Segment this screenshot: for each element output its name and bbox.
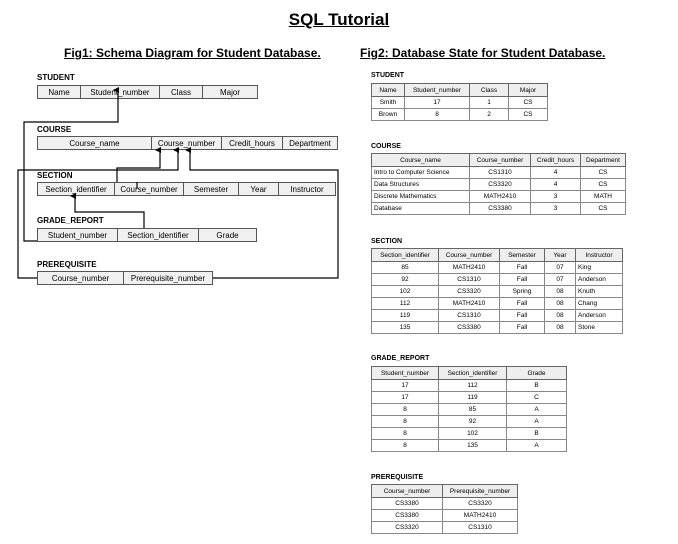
table-cell: Fall [500,310,545,322]
table-cell: 135 [439,440,507,452]
table-cell: 3 [531,191,581,203]
column-header: Name [372,84,405,97]
table-cell: CS3320 [439,286,500,298]
table-header-row [372,367,567,380]
table-cell: 8 [372,440,439,452]
table-cell: C [507,392,567,404]
table-cell: 119 [439,392,507,404]
schema-section-label: SECTION [37,171,73,180]
column-header: Credit_hours [531,154,581,167]
table-row [372,298,623,310]
state-student-label: STUDENT [371,72,405,79]
table-row [372,286,623,298]
table-cell: CS3320 [372,522,443,534]
table-cell: 112 [372,298,439,310]
table-cell: CS [581,203,626,215]
table-cell: Smith [372,97,405,109]
table-cell: CS3380 [372,510,443,522]
schema-attr: Instructor [278,183,335,195]
table-cell: 112 [439,380,507,392]
table-row [372,191,626,203]
column-header: Course_number [439,249,500,262]
link-section-course-main [117,150,160,182]
table-header-row [372,154,626,167]
table-cell: King [576,262,623,274]
table-cell: 135 [372,322,439,334]
table-row [372,179,626,191]
table-cell: CS3380 [439,322,500,334]
state-course-table [371,153,626,215]
table-cell: CS [581,179,626,191]
table-cell: A [507,440,567,452]
table-row [372,428,567,440]
table-cell: Chang [576,298,623,310]
table-cell: 07 [545,262,576,274]
table-cell: Discrete Mathematics [372,191,470,203]
table-cell: CS3320 [470,179,531,191]
table-cell: MATH2410 [439,298,500,310]
table-cell: Spring [500,286,545,298]
table-cell: B [507,380,567,392]
state-prerequisite-label: PREREQUISITE [371,474,424,481]
table-cell: Knuth [576,286,623,298]
state-course-label: COURSE [371,143,401,150]
table-row [372,310,623,322]
table-cell: Data Structures [372,179,470,191]
schema-attr: Course_number [114,183,183,195]
table-row [372,109,548,121]
table-row [372,416,567,428]
table-cell: CS [509,109,548,121]
table-cell: MATH2410 [439,262,500,274]
table-row [372,262,623,274]
schema-attr: Name [48,88,70,97]
state-grade-report-label: GRADE_REPORT [371,355,430,362]
column-header: Instructor [576,249,623,262]
table-header-row [372,84,548,97]
table-row [372,322,623,334]
state-student-table [371,83,548,121]
table-cell: 85 [439,404,507,416]
column-header: Year [545,249,576,262]
state-grade-report-table [371,366,567,452]
column-header: Student_number [372,367,439,380]
table-row [372,404,567,416]
table-row [372,274,623,286]
table-cell: CS1310 [443,522,518,534]
schema-attr: Student_number [80,86,159,98]
schema-attr: Prerequisite_number [123,272,212,284]
schema-student-label: STUDENT [37,73,75,82]
table-cell: Anderson [576,274,623,286]
table-cell: 8 [405,109,470,121]
table-cell: CS3320 [443,498,518,510]
schema-attr: Section_identifier [45,185,107,194]
table-header-row [372,249,623,262]
column-header: Department [581,154,626,167]
table-cell: 08 [545,298,576,310]
page-title: SQL Tutorial [288,10,390,29]
table-cell: 1 [470,97,509,109]
state-prerequisite-table [371,484,518,534]
column-header: Section_identifier [372,249,439,262]
schema-attr: Course_name [69,139,120,148]
table-cell: Intro to Computer Science [372,167,470,179]
column-header: Major [509,84,548,97]
column-header: Class [470,84,509,97]
table-cell: 119 [372,310,439,322]
link-prereq-coursenum [18,150,178,278]
column-header: Semester [500,249,545,262]
table-header-row [372,485,518,498]
table-cell: 8 [372,428,439,440]
table-cell: CS [509,97,548,109]
table-cell: MATH2410 [470,191,531,203]
schema-course-label: COURSE [37,125,72,134]
table-row [372,440,567,452]
table-cell: 4 [531,167,581,179]
schema-attr: Semester [183,183,238,195]
table-row [372,380,567,392]
table-cell: 85 [372,262,439,274]
state-section-label: SECTION [371,238,403,245]
table-cell: CS1310 [439,274,500,286]
schema-attr: Grade [198,229,256,241]
table-row [372,167,626,179]
table-cell: 17 [372,380,439,392]
column-header: Prerequisite_number [443,485,518,498]
table-cell: A [507,404,567,416]
table-cell: Fall [500,274,545,286]
column-header: Section_identifier [439,367,507,380]
table-cell: Stone [576,322,623,334]
table-row [372,392,567,404]
column-header: Course_name [372,154,470,167]
schema-attr: Course_number [51,274,110,283]
table-cell: 102 [439,428,507,440]
table-cell: Brown [372,109,405,121]
table-cell: 17 [405,97,470,109]
schema-attr: Section_identifier [117,229,198,241]
link-grade-section [75,196,144,228]
schema-attr: Department [282,137,337,149]
table-cell: 92 [439,416,507,428]
schema-attr: Student_number [47,231,108,240]
table-cell: 102 [372,286,439,298]
column-header: Student_number [405,84,470,97]
table-cell: 2 [470,109,509,121]
schema-grade-report-label: GRADE_REPORT [37,216,104,225]
table-row [372,97,548,109]
schema-prerequisite-label: PREREQUISITE [37,260,97,269]
schema-attr: Major [202,86,257,98]
table-row [372,498,518,510]
table-cell: CS1310 [470,167,531,179]
table-cell: 4 [531,179,581,191]
schema-attr: Year [238,183,278,195]
table-cell: 92 [372,274,439,286]
link-prereq-prereqnum [190,150,338,278]
table-cell: 8 [372,416,439,428]
table-cell: 3 [531,203,581,215]
fig2-title: Fig2: Database State for Student Database. [360,46,606,60]
table-cell: CS [581,167,626,179]
table-cell: 8 [372,404,439,416]
schema-attr: Credit_hours [221,137,282,149]
table-cell: 08 [545,310,576,322]
column-header: Course_number [470,154,531,167]
table-cell: CS3380 [372,498,443,510]
table-row [372,510,518,522]
table-cell: B [507,428,567,440]
column-header: Grade [507,367,567,380]
table-cell: Anderson [576,310,623,322]
state-section-table [371,248,623,334]
table-cell: 08 [545,286,576,298]
table-cell: MATH [581,191,626,203]
table-cell: MATH2410 [443,510,518,522]
table-row [372,522,518,534]
column-header: Course_number [372,485,443,498]
table-cell: CS1310 [439,310,500,322]
table-row [372,203,626,215]
schema-attr: Class [159,86,202,98]
schema-attr: Course_number [151,137,221,149]
table-cell: Fall [500,262,545,274]
table-cell: Database [372,203,470,215]
table-cell: CS3380 [470,203,531,215]
table-cell: 07 [545,274,576,286]
table-cell: Fall [500,322,545,334]
table-cell: 08 [545,322,576,334]
table-cell: 17 [372,392,439,404]
table-cell: A [507,416,567,428]
fig1-title: Fig1: Schema Diagram for Student Database. [64,46,321,60]
table-cell: Fall [500,298,545,310]
